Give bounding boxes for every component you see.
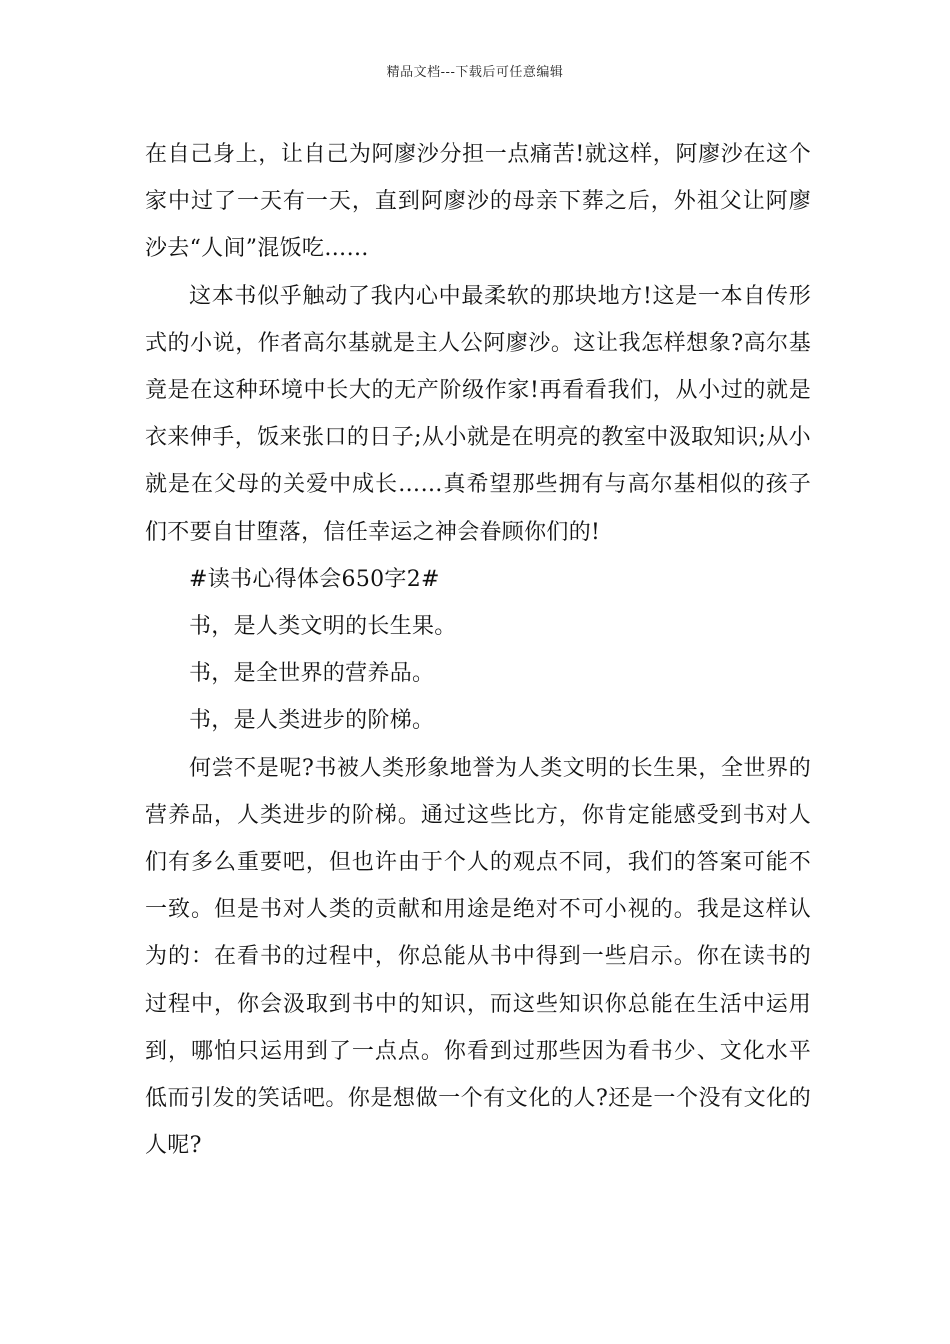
paragraph-book-line-2: 书，是全世界的营养品。 [189,661,435,687]
paragraph-book-line-3: 书，是人类进步的阶梯。 [189,708,435,734]
page-header: 精品文档---下载后可任意编辑 [386,65,564,80]
paragraph-reflection: 这本书似乎触动了我内心中最柔软的那块地方!这是一本自传形式的小说，作者高尔基就是主人公阿廖沙。这让我怎样想象?高尔基竟是在这种环境中长大的无产阶级作家!再看看我们，从小过的就是衣来伸手，饭来张口的日子;从小就是在明亮的教室中汲取知识;从小就是在父母的关爱中成长……真希望那些拥有与高尔基相似的孩子们不要自甘堕落，信任幸运之神会眷顾你们的! [145,283,811,545]
paragraph-book-line-1: 书，是人类文明的长生果。 [189,614,457,640]
paragraph-continuation: 在自己身上，让自己为阿廖沙分担一点痛苦!就这样，阿廖沙在这个家中过了一天有一天，直到阿廖沙的母亲下葬之后，外祖父让阿廖沙去“人间”混饭吃…… [145,142,811,262]
section-heading: #读书心得体会650字2# [189,566,440,592]
document-body [145,131,811,1169]
paragraph-essay-body: 何尝不是呢?书被人类形象地誉为人类文明的长生果，全世界的营养品，人类进步的阶梯。通过这些比方，你肯定能感受到书对人们有多么重要吧，但也许由于个人的观点不同，我们的答案可能不一致。但是书对人类的贡献和用途是绝对不可小视的。我是这样认为的：在看书的过程中，你总能从书中得到一些启示。你在读书的过程中，你会汲取到书中的知识，而这些知识你总能在生活中运用到，哪怕只运用到了一点点。你看到过那些因为看书少、文化水平低而引发的笑话吧。你是想做一个有文化的人?还是一个没有文化的人呢? [145,755,811,1159]
